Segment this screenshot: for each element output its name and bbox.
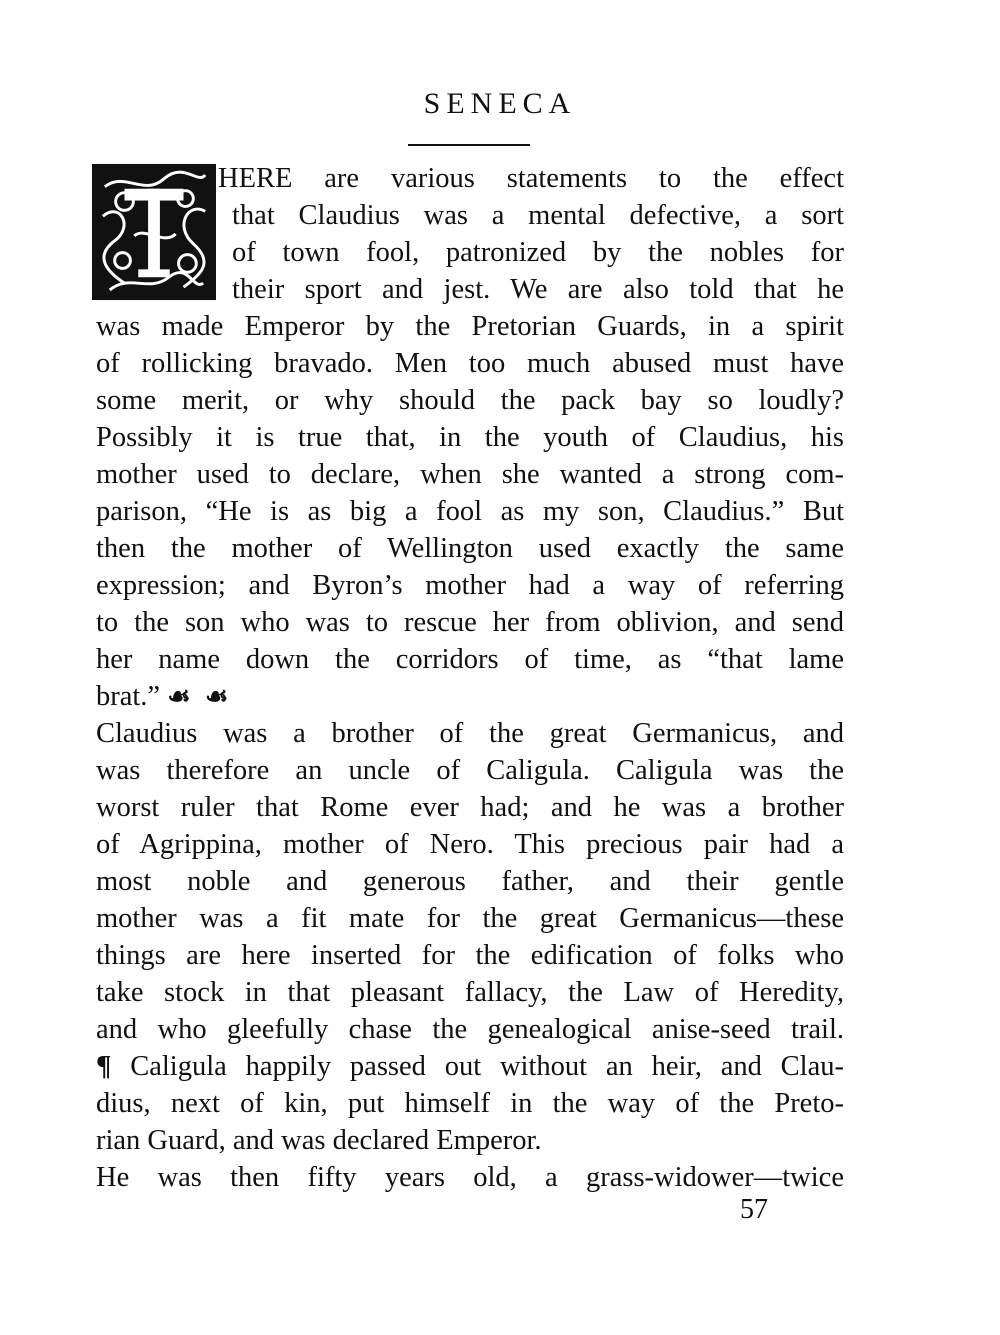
text-line: He was then fifty years old, a grass-widower—twice <box>96 1162 844 1193</box>
text-line: their sport and jest. We are also told that he <box>232 274 844 305</box>
fleuron-ornament-icon: ☙ ☙ <box>167 682 233 711</box>
text-fragment: brat.” <box>96 681 161 712</box>
text-line: mother was a fit mate for the great Germanicus—these <box>96 903 844 934</box>
text-line: worst ruler that Rome ever had; and he was a brother <box>96 792 844 823</box>
text-line-last <box>96 679 844 715</box>
page-number: 57 <box>740 1194 768 1225</box>
text-line: dius, next of kin, put himself in the way of the Preto- <box>96 1088 844 1119</box>
text-line: of Agrippina, mother of Nero. This precious pair had a <box>96 829 844 860</box>
text-line-with-pilcrow <box>96 1049 844 1085</box>
text-line: parison, “He is as big a fool as my son, Claudius.” But <box>96 496 844 527</box>
text-line: of town fool, patronized by the nobles for <box>232 237 844 268</box>
text-fragment: Caligula happily passed out without an heir, and Clau- <box>111 1051 844 1082</box>
text-line: was therefore an uncle of Caligula. Caligula was the <box>96 755 844 786</box>
text-line: and who gleefully chase the genealogical anise-seed trail. <box>96 1014 844 1045</box>
text-line: take stock in that pleasant fallacy, the Law of Heredity, <box>96 977 844 1008</box>
text-line: HERE are various statements to the effect <box>218 163 844 194</box>
text-line: mother used to declare, when she wanted a strong com- <box>96 459 844 490</box>
text-line: rian Guard, and was declared Emperor. <box>96 1125 542 1156</box>
text-line: things are here inserted for the edification of folks who <box>96 940 844 971</box>
text-line: some merit, or why should the pack bay so loudly? <box>96 385 844 416</box>
text-line: Possibly it is true that, in the youth of Claudius, his <box>96 422 844 453</box>
decorated-initial-t <box>92 164 216 300</box>
text-line: most noble and generous father, and their gentle <box>96 866 844 897</box>
pilcrow-icon: ¶ <box>96 1051 112 1082</box>
text-line: her name down the corridors of time, as “that lame <box>96 644 844 675</box>
text-line: Claudius was a brother of the great Germanicus, and <box>96 718 844 749</box>
running-head: SENECA <box>423 87 577 120</box>
text-line: that Claudius was a mental defective, a sort <box>232 200 844 231</box>
text-line: to the son who was to rescue her from oblivion, and send <box>96 607 844 638</box>
ornamental-initial-icon <box>95 167 213 297</box>
text-line: of rollicking bravado. Men too much abused must have <box>96 348 844 379</box>
text-line: was made Emperor by the Pretorian Guards, in a spirit <box>96 311 844 342</box>
header-rule <box>408 144 530 146</box>
text-line: then the mother of Wellington used exactly the same <box>96 533 844 564</box>
text-line: expression; and Byron’s mother had a way of referring <box>96 570 844 601</box>
